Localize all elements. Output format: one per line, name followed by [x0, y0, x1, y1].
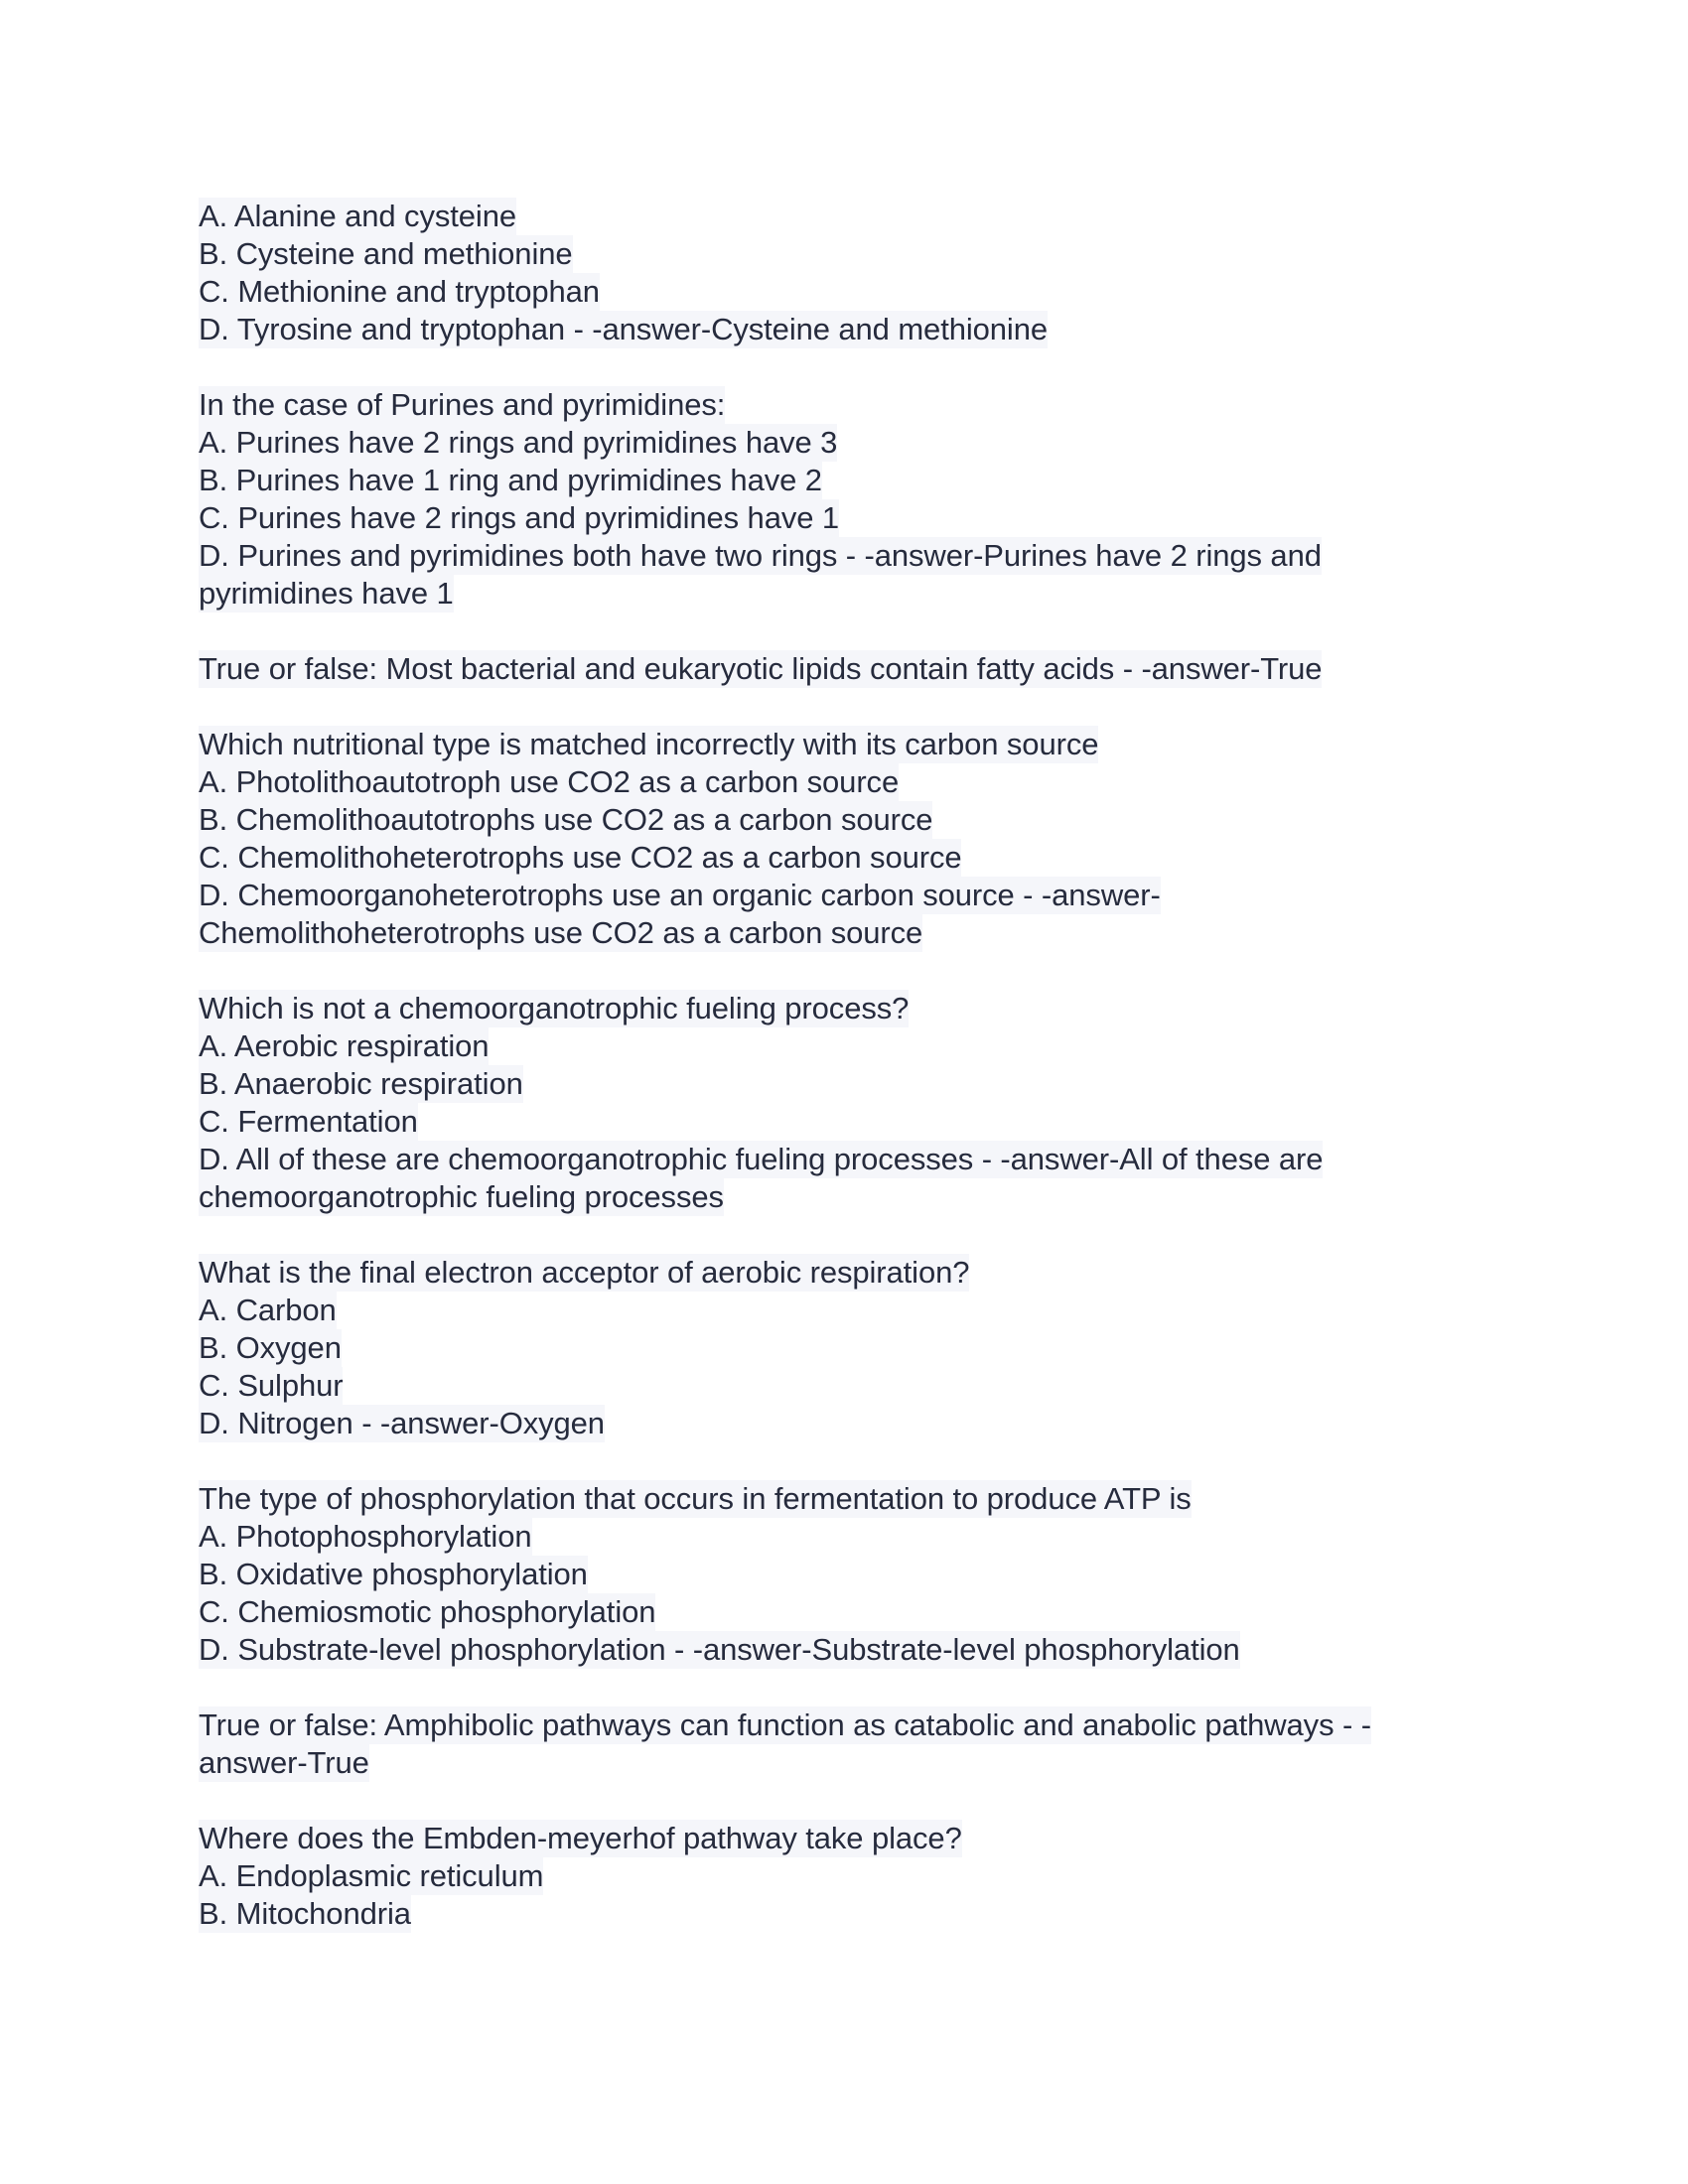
option-a: A. Endoplasmic reticulum	[199, 1858, 544, 1893]
option-b: B. Chemolithoautotrophs use CO2 as a carbon source	[199, 802, 933, 837]
option-d-with-answer: D. All of these are chemoorganotrophic fueling processes - -answer-All of these are	[199, 1142, 1324, 1176]
question-text: The type of phosphorylation that occurs in fermentation to produce ATP is	[199, 1481, 1192, 1516]
question-text: Which is not a chemoorganotrophic fueling process?	[199, 991, 910, 1025]
option-d-with-answer: D. Nitrogen - -answer-Oxygen	[199, 1406, 605, 1440]
option-a: A. Carbon	[199, 1293, 337, 1327]
question-text: In the case of Purines and pyrimidines:	[199, 387, 726, 422]
question-block-amino-acids	[199, 198, 1509, 348]
option-a: A. Aerobic respiration	[199, 1028, 490, 1063]
answer-continuation: Chemolithoheterotrophs use CO2 as a carbon source	[199, 915, 923, 950]
option-a: A. Alanine and cysteine	[199, 199, 516, 233]
question-block-purines	[199, 386, 1509, 613]
option-c: C. Purines have 2 rings and pyrimidines have 1	[199, 500, 840, 535]
question-text: Where does the Embden-meyerhof pathway take place?	[199, 1821, 962, 1855]
option-c: C. Chemolithoheterotrophs use CO2 as a carbon source	[199, 840, 962, 875]
question-block-nutritional-type	[199, 726, 1509, 952]
question-text: What is the final electron acceptor of aerobic respiration?	[199, 1255, 970, 1290]
option-b: B. Oxygen	[199, 1330, 342, 1365]
option-a: A. Photolithoautotroph use CO2 as a carbon source	[199, 764, 900, 799]
question-with-answer: True or false: Most bacterial and eukaryotic lipids contain fatty acids - -answer-True	[199, 651, 1323, 686]
option-d-with-answer: D. Purines and pyrimidines both have two rings - -answer-Purines have 2 rings and	[199, 538, 1322, 573]
option-c: C. Methionine and tryptophan	[199, 274, 600, 309]
option-d-with-answer: D. Chemoorganoheterotrophs use an organic carbon source - -answer-	[199, 878, 1161, 912]
question-block-embden-meyerhof	[199, 1820, 1509, 1933]
option-c: C. Chemiosmotic phosphorylation	[199, 1594, 656, 1629]
question-block-fueling-process	[199, 990, 1509, 1216]
option-c: C. Fermentation	[199, 1104, 418, 1139]
answer-continuation: answer-True	[199, 1745, 369, 1780]
document-page	[199, 198, 1509, 1971]
option-b: B. Purines have 1 ring and pyrimidines have 2	[199, 463, 822, 497]
option-b: B. Cysteine and methionine	[199, 236, 573, 271]
option-b: B. Anaerobic respiration	[199, 1066, 523, 1101]
question-block-electron-acceptor	[199, 1254, 1509, 1442]
option-b: B. Mitochondria	[199, 1896, 411, 1931]
question-text: Which nutritional type is matched incorrectly with its carbon source	[199, 727, 1099, 761]
question-block-phosphorylation	[199, 1480, 1509, 1669]
option-c: C. Sulphur	[199, 1368, 344, 1403]
question-block-amphibolic-true-false	[199, 1706, 1509, 1782]
option-a: A. Photophosphorylation	[199, 1519, 532, 1554]
option-a: A. Purines have 2 rings and pyrimidines have 3	[199, 425, 838, 460]
question-block-lipids-true-false	[199, 650, 1509, 688]
option-d-with-answer: D. Substrate-level phosphorylation - -answer-Substrate-level phosphorylation	[199, 1632, 1240, 1667]
answer-continuation: pyrimidines have 1	[199, 576, 454, 611]
option-b: B. Oxidative phosphorylation	[199, 1557, 588, 1591]
option-d-with-answer: D. Tyrosine and tryptophan - -answer-Cysteine and methionine	[199, 312, 1048, 346]
question-with-answer: True or false: Amphibolic pathways can function as catabolic and anabolic pathways - -	[199, 1707, 1371, 1742]
answer-continuation: chemoorganotrophic fueling processes	[199, 1179, 724, 1214]
